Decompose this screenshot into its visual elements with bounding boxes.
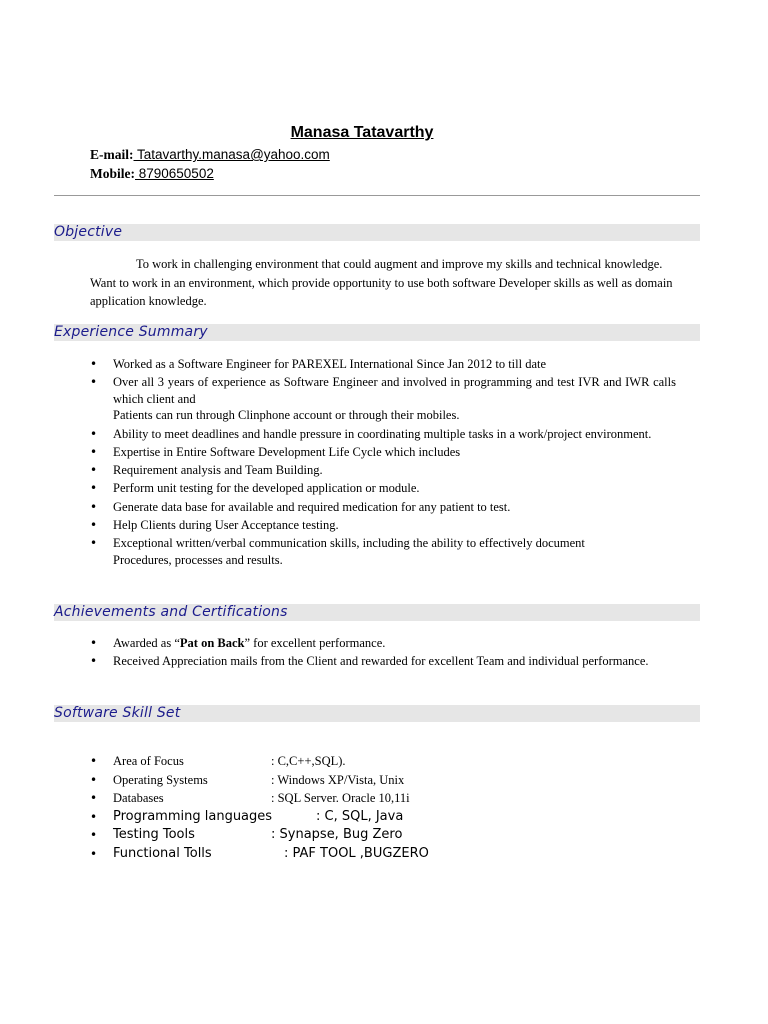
achievements-title: Achievements and Certifications xyxy=(54,604,288,620)
candidate-name: Manasa Tatavarthy xyxy=(290,124,434,141)
list-item: • Awarded as “Pat on Back” for excellent performance. xyxy=(90,635,676,652)
list-item: • Over all 3 years of experience as Software Engineer and involved in programming and test IVR and IWR calls which client and Patients can run through Clinphone account or through their mobiles. xyxy=(90,374,676,424)
objective-title: Objective xyxy=(54,224,123,240)
achievements-heading xyxy=(54,604,700,621)
list-item: • Requirement analysis and Team Building. xyxy=(90,462,676,479)
skills-heading xyxy=(54,705,700,722)
list-item: • Expertise in Entire Software Development Life Cycle which includes xyxy=(90,444,676,461)
experience-heading xyxy=(54,324,700,341)
experience-title: Experience Summary xyxy=(54,324,208,340)
skill-row: • Functional Tolls : PAF TOOL ,BUGZERO xyxy=(90,845,676,864)
skills-title: Software Skill Set xyxy=(54,705,181,721)
objective-text: To work in challenging environment that could augment and improve my skills and technical knowledge. Want to work in an environment, which provide opportunity to use both software Developer skills as well as domain application knowledge. xyxy=(90,257,673,308)
skills-list xyxy=(90,752,676,863)
list-item: • Perform unit testing for the developed application or module. xyxy=(90,480,676,497)
mobile-label: Mobile: xyxy=(90,166,135,181)
email-line xyxy=(90,147,330,163)
objective-heading xyxy=(54,224,700,241)
skill-row: • Programming languages : C, SQL, Java xyxy=(90,808,676,827)
list-item-continuation: Patients can run through Clinphone account or through their mobiles. xyxy=(113,408,460,423)
skill-row: • Databases : SQL Server. Oracle 10,11i xyxy=(90,789,676,808)
mobile-number: 8790650502 xyxy=(135,166,214,181)
list-item: • Generate data base for available and required medication for any patient to test. xyxy=(90,499,676,516)
list-item: • Exceptional written/verbal communication skills, including the ability to effectively document Procedures, processes and results. xyxy=(90,535,676,568)
email-link[interactable]: Tatavarthy.manasa@yahoo.com xyxy=(133,147,330,162)
achievements-list xyxy=(90,635,676,672)
skill-row: • Operating Systems : Windows XP/Vista, Unix xyxy=(90,771,676,790)
list-item: • Worked as a Software Engineer for PAREXEL International Since Jan 2012 to till date xyxy=(90,356,676,373)
list-item: • Ability to meet deadlines and handle pressure in coordinating multiple tasks in a work/project environment. xyxy=(90,426,676,443)
list-item: • Received Appreciation mails from the Client and rewarded for excellent Team and individual performance. xyxy=(90,653,676,670)
skill-row: • Testing Tools : Synapse, Bug Zero xyxy=(90,826,676,845)
mobile-line xyxy=(90,166,214,182)
header-divider xyxy=(54,195,700,196)
skill-row: • Area of Focus : C,C++,SQL). xyxy=(90,752,676,771)
list-item-continuation: Procedures, processes and results. xyxy=(113,552,283,567)
experience-list xyxy=(90,356,676,570)
award-name: Pat on Back xyxy=(179,636,245,650)
email-label: E-mail: xyxy=(90,147,134,162)
list-item: • Help Clients during User Acceptance testing. xyxy=(90,517,676,534)
